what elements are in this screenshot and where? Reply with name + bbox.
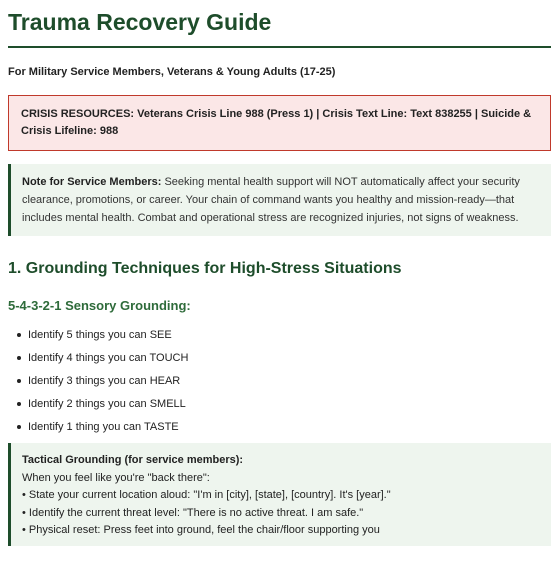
tactical-title: Tactical Grounding (for service members): xyxy=(22,454,244,466)
tactical-line: • Identify the current threat level: "There is no active threat. I am safe." xyxy=(22,506,364,519)
tactical-grounding-box xyxy=(8,443,551,546)
list-item: Identify 5 things you can SEE xyxy=(8,328,551,342)
crisis-resources-text: CRISIS RESOURCES: Veterans Crisis Line 988 (Press 1) | Crisis Text Line: Text 838255 | Suicide & Crisis Lifeline: 988 xyxy=(21,108,532,137)
subheading-sensory-grounding: 5-4-3-2-1 Sensory Grounding: xyxy=(8,298,191,313)
bullet-icon xyxy=(17,425,21,429)
guide-page xyxy=(8,0,551,546)
section-heading-grounding: 1. Grounding Techniques for High-Stress Situations xyxy=(8,260,402,277)
note-label: Note for Service Members: xyxy=(22,176,162,188)
tactical-line: • State your current location aloud: "I'm in [city], [state], [country]. It's [year]." xyxy=(22,489,391,501)
tactical-intro: When you feel like you're "back there": xyxy=(22,471,210,484)
page-title: Trauma Recovery Guide xyxy=(8,8,551,48)
list-item: Identify 3 things you can HEAR xyxy=(8,374,551,388)
bullet-icon xyxy=(17,356,21,360)
bullet-icon xyxy=(17,379,21,383)
note-text: Seeking mental health support will NOT automatically affect your security clearance, promotions, or career. Your chain of command wants you healthy and mission-ready—that includes mental health. Combat and operational stress are recognized injuries, not signs of weakness. xyxy=(22,176,520,224)
service-member-note xyxy=(8,164,551,236)
bullet-icon xyxy=(17,333,21,337)
list-item: Identify 1 thing you can TASTE xyxy=(8,420,551,434)
tactical-line: • Physical reset: Press feet into ground, feel the chair/floor supporting you xyxy=(22,524,380,536)
page-subtitle: For Military Service Members, Veterans & Young Adults (17-25) xyxy=(8,66,336,78)
crisis-resources-box xyxy=(8,95,551,151)
list-item: Identify 2 things you can SMELL xyxy=(8,397,551,411)
sensory-steps-list xyxy=(8,328,551,434)
list-item: Identify 4 things you can TOUCH xyxy=(8,351,551,365)
bullet-icon xyxy=(17,402,21,406)
